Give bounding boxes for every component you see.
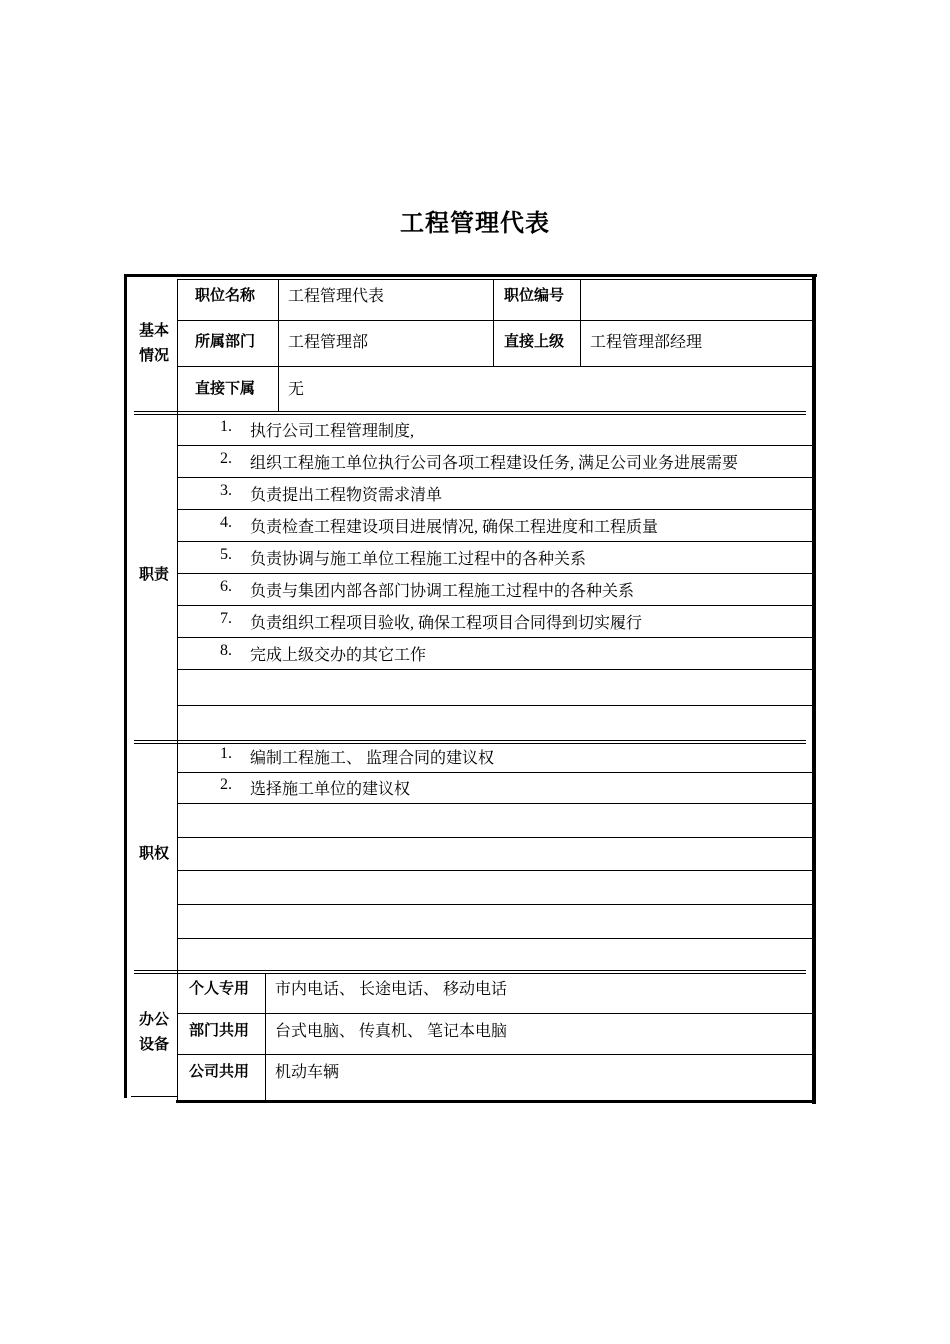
duties-row-line: [177, 705, 812, 706]
authority-item-1: [220, 745, 494, 768]
basic-row-line-2: [177, 320, 812, 321]
duties-row-line: [177, 637, 812, 638]
section-separator-basic-top: [134, 411, 806, 412]
duty-item-5: [220, 546, 586, 569]
list-item-text: 执行公司工程管理制度,: [250, 423, 415, 440]
basic-col-line-1: [278, 279, 279, 411]
duties-row-line: [177, 477, 812, 478]
table-border-bottom: [176, 1100, 816, 1103]
table-border-left: [124, 274, 127, 1098]
list-item-text: 组织工程施工单位执行公司各项工程建设任务, 满足公司业务进展需要: [250, 455, 739, 472]
list-number: 8.: [220, 642, 232, 659]
section-divider-vertical: [177, 279, 178, 1101]
basic-col-line-3: [580, 279, 581, 366]
duty-item-8: [220, 642, 426, 665]
basic-row-line-3: [177, 366, 812, 367]
position-name-value: 工程管理代表: [288, 287, 385, 305]
basic-section-label: [131, 318, 177, 368]
list-item-text: 负责协调与施工单位工程施工过程中的各种关系: [250, 551, 587, 568]
table-border-top: [124, 274, 817, 277]
authority-item-2: [220, 776, 410, 799]
equipment-department-label: 部门共用: [189, 1020, 250, 1039]
list-item-text: 选择施工单位的建议权: [250, 781, 411, 798]
equipment-personal-value: 市内电话、 长途电话、 移动电话: [275, 980, 508, 998]
subordinate-label: 直接下属: [195, 378, 256, 397]
section-separator-duties-top: [134, 740, 806, 741]
duty-item-3: [220, 482, 442, 505]
equipment-section-label-line1: 办公: [138, 1010, 169, 1028]
equipment-personal-label: 个人专用: [189, 978, 250, 997]
list-item-text: 负责检查工程建设项目进展情况, 确保工程进度和工程质量: [250, 519, 659, 536]
equipment-company-label: 公司共用: [189, 1061, 250, 1080]
list-item-text: 完成上级交办的其它工作: [250, 647, 427, 664]
basic-section-label-line1: 基本: [138, 321, 169, 339]
duties-row-line: [177, 605, 812, 606]
department-label: 所属部门: [195, 331, 256, 350]
basic-row-line-1: [177, 279, 812, 280]
duties-row-line: [177, 573, 812, 574]
equipment-company-value: 机动车辆: [275, 1063, 340, 1081]
authority-row-line: [177, 772, 812, 773]
list-number: 6.: [220, 578, 232, 595]
authority-row-line: [177, 870, 812, 871]
list-number: 1.: [220, 745, 232, 762]
equipment-col-line: [265, 973, 266, 1100]
list-number: 2.: [220, 450, 232, 467]
duty-item-7: [220, 610, 642, 633]
duty-item-2: [220, 450, 738, 473]
subordinate-value: 无: [288, 380, 305, 398]
supervisor-value: 工程管理部经理: [590, 333, 703, 351]
authority-section-label: 职权: [138, 844, 169, 862]
basic-col-line-2: [493, 279, 494, 366]
page-title: 工程管理代表: [400, 209, 550, 237]
position-code-label: 职位编号: [504, 285, 565, 304]
position-name-label: 职位名称: [195, 285, 256, 304]
authority-row-line: [177, 904, 812, 905]
list-item-text: 负责组织工程项目验收, 确保工程项目合同得到切实履行: [250, 615, 643, 632]
left-column-bottom-line: [131, 1096, 177, 1097]
duties-row-line: [177, 669, 812, 670]
equipment-section-label-line2: 设备: [138, 1035, 169, 1053]
duty-item-1: [220, 418, 414, 441]
list-item-text: 编制工程施工、 监理合同的建议权: [250, 750, 495, 767]
basic-section-label-line2: 情况: [138, 346, 169, 364]
list-number: 7.: [220, 610, 232, 627]
list-item-text: 负责提出工程物资需求清单: [250, 487, 443, 504]
supervisor-label: 直接上级: [504, 331, 565, 350]
duties-section-label: 职责: [138, 565, 169, 583]
authority-row-line: [177, 938, 812, 939]
equipment-section-label: [131, 1007, 177, 1057]
list-item-text: 负责与集团内部各部门协调工程施工过程中的各种关系: [250, 583, 635, 600]
equipment-row-line: [177, 1013, 812, 1014]
authority-row-line: [177, 803, 812, 804]
duties-row-line: [177, 509, 812, 510]
duty-item-6: [220, 578, 634, 601]
authority-row-line: [177, 837, 812, 838]
list-number: 4.: [220, 514, 232, 531]
section-separator-basic-bottom: [134, 414, 806, 415]
duty-item-4: [220, 514, 658, 537]
list-number: 2.: [220, 776, 232, 793]
equipment-department-value: 台式电脑、 传真机、 笔记本电脑: [275, 1022, 508, 1040]
section-separator-authority-top: [134, 970, 806, 971]
list-number: 3.: [220, 482, 232, 499]
duties-row-line: [177, 541, 812, 542]
duties-row-line: [177, 445, 812, 446]
department-value: 工程管理部: [288, 333, 369, 351]
equipment-row-line: [177, 1054, 812, 1055]
section-separator-duties-bottom: [134, 743, 806, 744]
list-number: 5.: [220, 546, 232, 563]
list-number: 1.: [220, 418, 232, 435]
table-border-right: [812, 274, 816, 1104]
